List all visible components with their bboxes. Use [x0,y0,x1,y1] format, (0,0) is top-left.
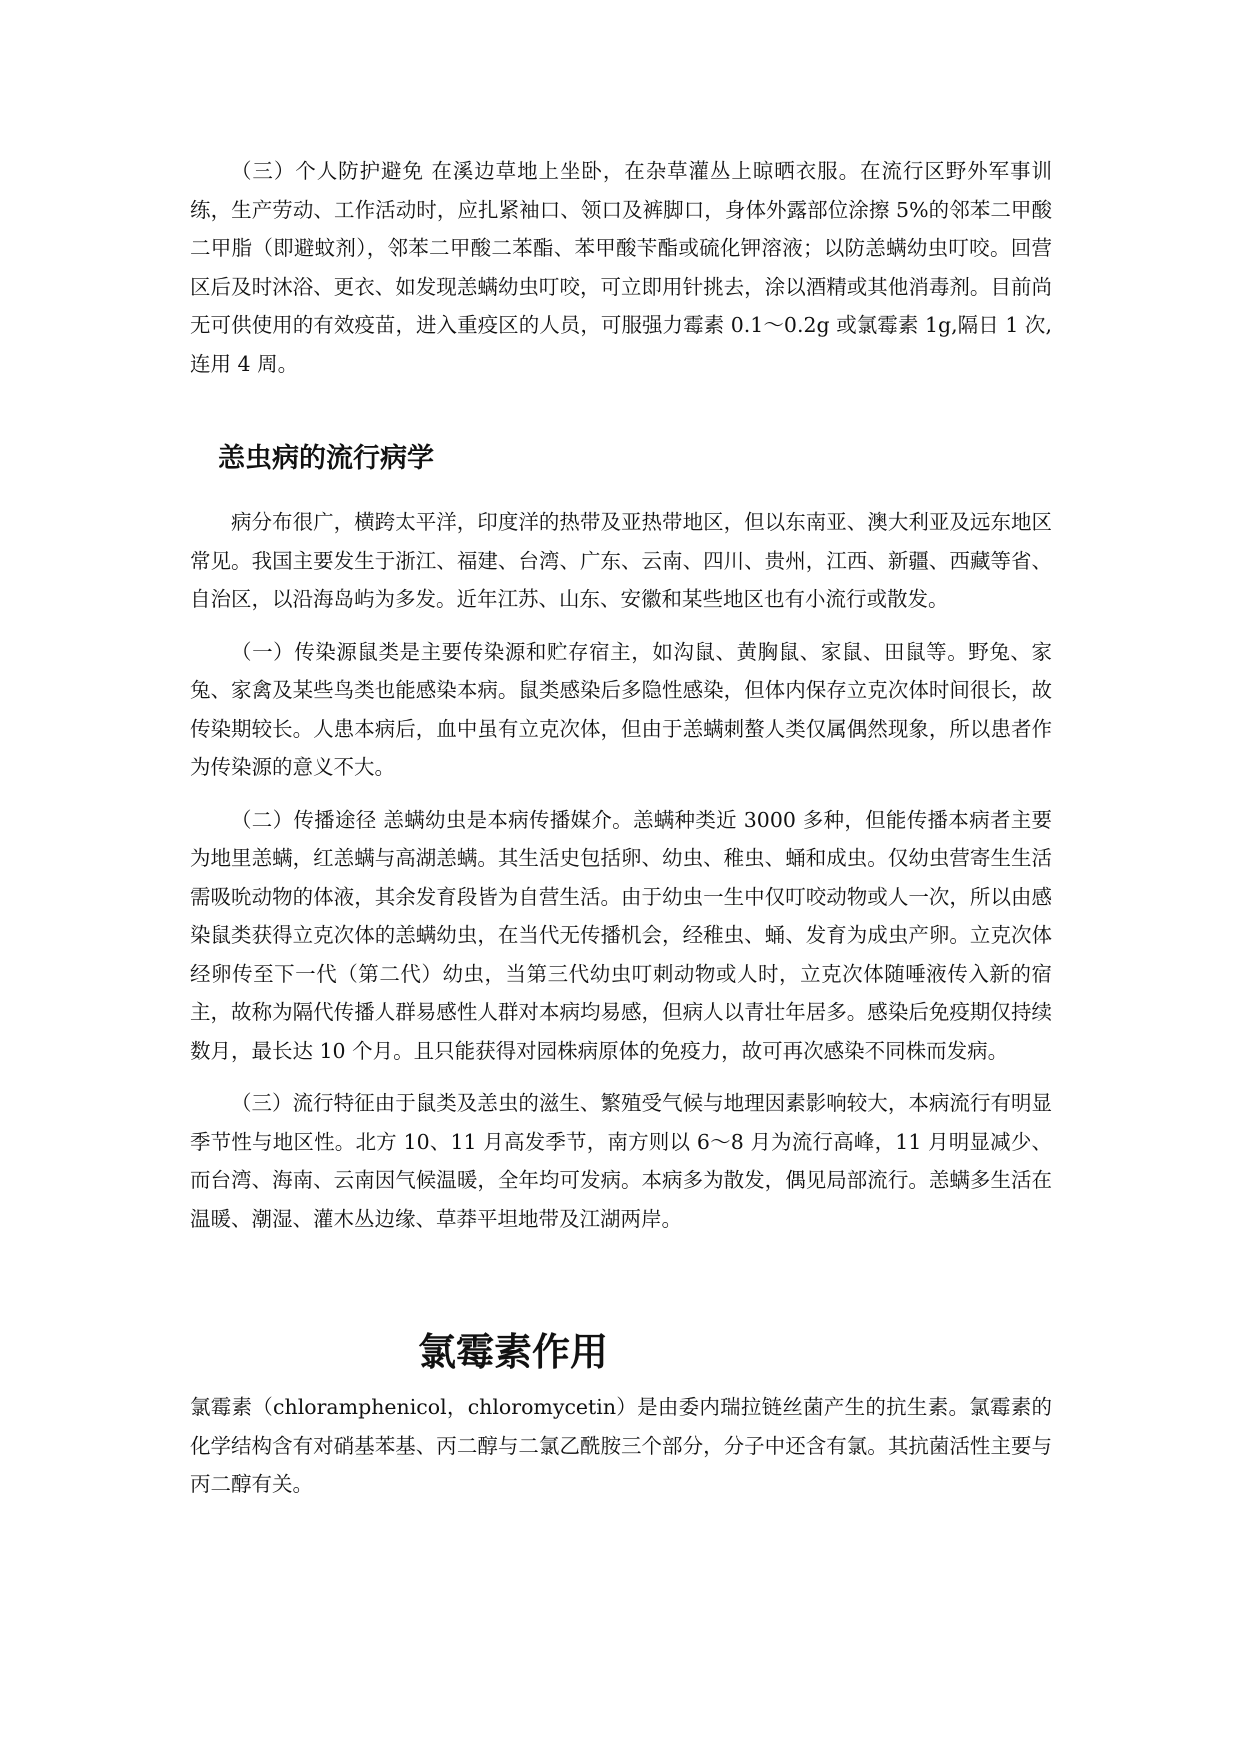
document-body [190,152,1052,1504]
paragraph-distribution: 病分布很广，横跨太平洋，印度洋的热带及亚热带地区，但以东南亚、澳大利亚及远东地区常见。我国主要发生于浙江、福建、台湾、广东、云南、四川、贵州，江西、新疆、西藏等省、自治区，以沿海岛屿为多发。近年江苏、山东、安徽和某些地区也有小流行或散发。 [190,510,1052,611]
paragraph-personal-protection: （三）个人防护避免 在溪边草地上坐卧，在杂草灌丛上晾晒衣服。在流行区野外军事训练，生产劳动、工作活动时，应扎紧袖口、领口及裤脚口，身体外露部位涂擦 5%的邻苯二甲酸二甲脂（即避蚊剂），邻苯二甲酸二苯酯、苯甲酸苄酯或硫化钾溶液；以防恙螨幼虫叮咬。回营区后及时沐浴、更衣、如发现恙螨幼虫叮咬，可立即用针挑去，涂以酒精或其他消毒剂。目前尚无可供使用的有效疫苗，进入重疫区的人员，可服强力霉素 0.1～0.2g 或氯霉素 1g,隔日 1 次,连用 4 周。 [190,159,1052,376]
paragraph-epidemic-features: （三）流行特征由于鼠类及恙虫的滋生、繁殖受气候与地理因素影响较大，本病流行有明显季节性与地区性。北方 10、11 月高发季节，南方则以 6～8 月为流行高峰，11 月明显减少、而台湾、海南、云南因气候温暖，全年均可发病。本病多为散发，偶见局部流行。恙螨多生活在温暖、潮湿、灌木丛边缘、草莽平坦地带及江湖两岸。 [190,1091,1052,1231]
heading-epidemiology: 恙虫病的流行病学 [218,443,434,474]
paragraph-chloramphenicol: 氯霉素（chloramphenicol，chloromycetin）是由委内瑞拉链丝菌产生的抗生素。氯霉素的化学结构含有对硝基苯基、丙二醇与二氯乙酰胺三个部分，分子中还含有氯。其抗菌活性主要与丙二醇有关。 [190,1395,1052,1496]
heading-chloramphenicol: 氯霉素作用 [418,1329,609,1374]
paragraph-transmission-route: （二）传播途径 恙螨幼虫是本病传播媒介。恙螨种类近 3000 多种，但能传播本病者主要为地里恙螨，红恙螨与高湖恙螨。其生活史包括卵、幼虫、稚虫、蛹和成虫。仅幼虫营寄生生活需吸吮动物的体液，其余发育段皆为自营生活。由于幼虫一生中仅叮咬动物或人一次，所以由感染鼠类获得立克次体的恙螨幼虫，在当代无传播机会，经稚虫、蛹、发育为成虫产卵。立克次体经卵传至下一代（第二代）幼虫，当第三代幼虫叮刺动物或人时，立克次体随唾液传入新的宿主，故称为隔代传播人群易感性人群对本病均易感，但病人以青壮年居多。感染后免疫期仅持续数月，最长达 10 个月。且只能获得对园株病原体的免疫力，故可再次感染不同株而发病。 [190,807,1052,1063]
paragraph-infection-source: （一）传染源鼠类是主要传染源和贮存宿主，如沟鼠、黄胸鼠、家鼠、田鼠等。野兔、家兔、家禽及某些鸟类也能感染本病。鼠类感染后多隐性感染，但体内保存立克次体时间很长，故传染期较长。人患本病后，血中虽有立克次体，但由于恙螨刺螯人类仅属偶然现象，所以患者作为传染源的意义不大。 [190,639,1052,779]
